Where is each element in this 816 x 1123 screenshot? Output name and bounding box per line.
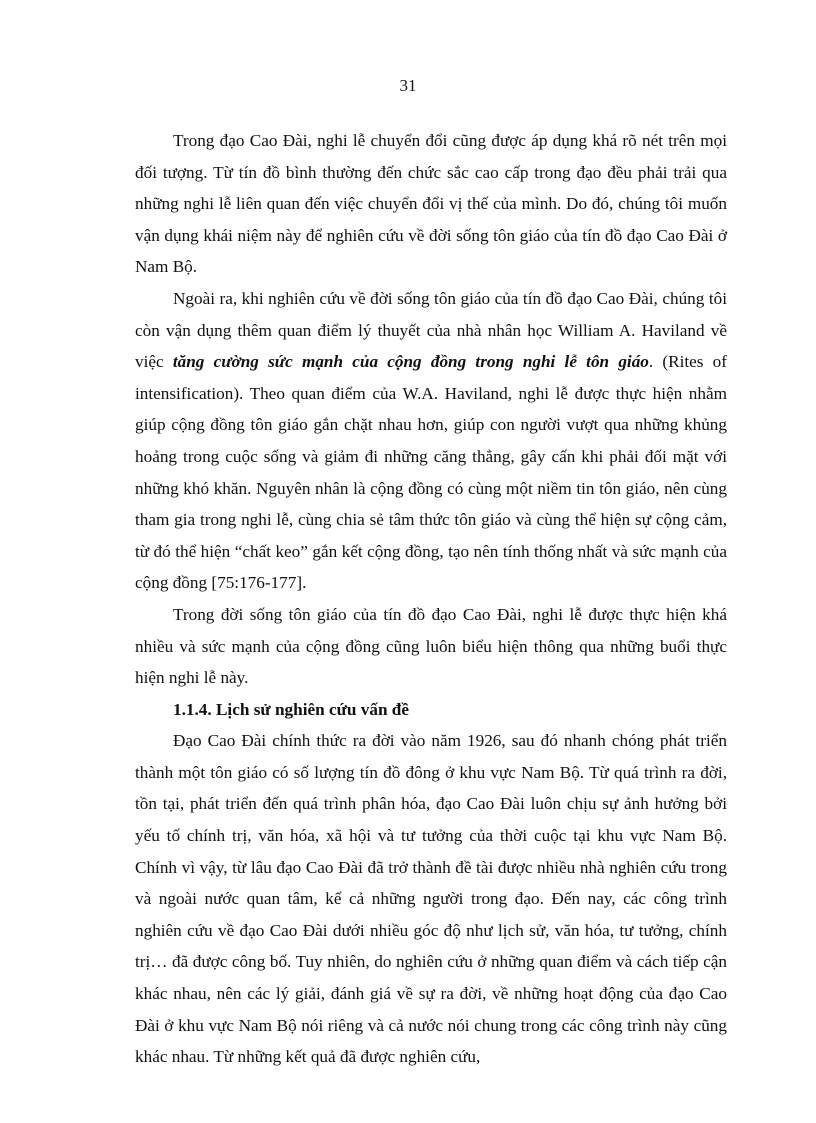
- paragraph-text-after-emphasis: . (Rites of intensification). Theo quan điểm của W.A. Haviland, nghi lễ được thực hiện nhằm giúp cộng đồng tôn giáo gắn chặt nhau hơn, giúp con người vượt qua những khủng hoảng trong cuộc sống và giảm đi những căng thẳng, gây cấn khi phải đối mặt với những khó khăn. Nguyên nhân là cộng đồng có cùng một niềm tin tôn giáo, nên cùng tham gia trong nghi lễ, cùng chia sẻ tâm thức tôn giáo và cùng thể hiện sự cộng cảm, từ đó thể hiện “chất keo” gắn kết cộng đồng, tạo nên tính thống nhất và sức mạnh của cộng đồng [75:176-177].: [135, 352, 727, 593]
- paragraph-community-strength: Trong đời sống tôn giáo của tín đồ đạo Cao Đài, nghi lễ được thực hiện khá nhiều và sức mạnh của cộng đồng cũng luôn biểu hiện thông qua những buổi thực hiện nghi lễ này.: [135, 604, 727, 688]
- emphasized-phrase: tăng cường sức mạnh của cộng đồng trong nghi lễ tôn giáo: [172, 352, 649, 372]
- section-heading: 1.1.4. Lịch sử nghiên cứu vấn đề: [173, 699, 409, 719]
- paragraph-rites-of-passage: Trong đạo Cao Đài, nghi lễ chuyển đổi cũng được áp dụng khá rõ nét trên mọi đối tượng. Từ tín đồ bình thường đến chức sắc cao cấp trong đạo đều phải trải qua những nghi lễ liên quan đến việc chuyển đổi vị thế của mình. Do đó, chúng tôi muốn vận dụng khái niệm này để nghiên cứu về đời sống tôn giáo của tín đồ đạo Cao Đài ở Nam Bộ.: [135, 131, 727, 277]
- paragraph-research-history: Đạo Cao Đài chính thức ra đời vào năm 1926, sau đó nhanh chóng phát triển thành một tôn giáo có số lượng tín đồ đông ở khu vực Nam Bộ. Từ quá trình ra đời, tồn tại, phát triển đến quá trình phân hóa, đạo Cao Đài luôn chịu sự ảnh hưởng bởi yếu tố chính trị, văn hóa, xã hội và tư tưởng của thời cuộc tại khu vực Nam Bộ. Chính vì vậy, từ lâu đạo Cao Đài đã trở thành đề tài được nhiều nhà nghiên cứu trong và ngoài nước quan tâm, kể cả những người trong đạo. Đến nay, các công trình nghiên cứu về đạo Cao Đài dưới nhiều góc độ như lịch sử, văn hóa, tư tưởng, chính trị… đã được công bố. Tuy nhiên, do nghiên cứu ở những quan điểm và cách tiếp cận khác nhau, nên các lý giải, đánh giá về sự ra đời, về những hoạt động của đạo Cao Đài ở khu vực Nam Bộ nói riêng và cả nước nói chung trong các công trình này cũng khác nhau. Từ những kết quả đã được nghiên cứu,: [135, 731, 727, 1067]
- paragraph-rites-of-intensification: [135, 283, 727, 599]
- page-number: 31: [399, 76, 417, 95]
- paragraph-text-before-emphasis: Ngoài ra, khi nghiên cứu về đời sống tôn giáo của tín đồ đạo Cao Đài, chúng tôi còn vận dụng thêm quan điểm lý thuyết của nhà nhân học William A. Haviland về việc: [135, 288, 727, 372]
- body-text: [135, 125, 727, 1073]
